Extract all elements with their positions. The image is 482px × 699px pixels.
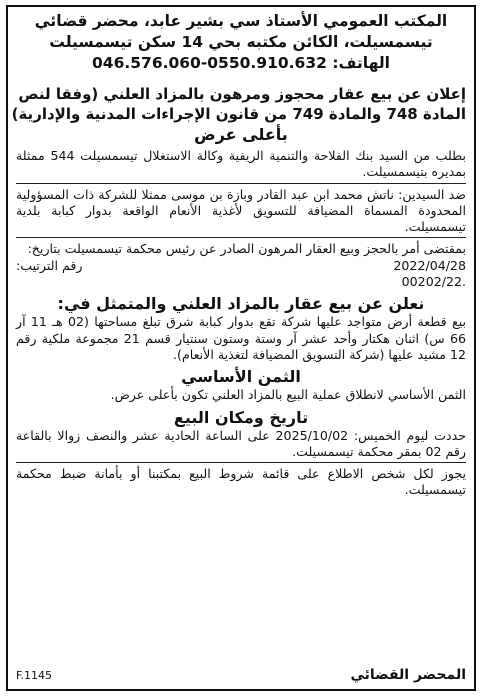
price-paragraph: الثمن الأساسي لانطلاق عملية البيع بالمزاد العلني تكون بأعلى عرض. xyxy=(110,387,466,403)
petitioner-paragraph: بطلب من السيد بنك الفلاحة والتنمية الريفية وكالة الاستغلال تيسمسيلت 544 ممثلة بمديره بتيسمسيلت. xyxy=(16,148,466,180)
notice-frame xyxy=(6,5,476,691)
sale-paragraph: بيع قطعة أرض متواجد عليها شركة تقع بدوار كبابة شرق تبلغ مساحتها (02 هـ 11 آر 66 س) اثنان هكتار وأحد عشر آر وستة وستون سنتيار قسم 21 مجموعة ملكية رقم 12 مشيد عليها (شركة التسويق المضيافة لتغذية الأنعام). xyxy=(16,314,466,362)
notice-title-line2: المادة 748 والمادة 749 من قانون الإجراءات المدنية والإدارية) xyxy=(11,105,466,123)
notice-title-line1: إعلان عن بيع عقار محجوز ومرهون بالمزاد العلني (وفقا لنص xyxy=(18,85,466,103)
order-number-label: رقم الترتيب: xyxy=(16,257,83,273)
bailiff-signature: المحضر القضائي xyxy=(350,667,466,683)
order-paragraph xyxy=(16,241,466,257)
phone-label: الهاتف: xyxy=(332,54,390,72)
divider xyxy=(16,462,466,463)
office-address: تيسمسيلت، الكائن مكتبه بحي 14 سكن تيسمسيلت xyxy=(49,33,433,51)
notice-footer xyxy=(16,667,466,683)
notice-title-line3: بأعلى عرض xyxy=(194,125,288,144)
datetime-paragraph: حددت ليوم الخميس: 2025/10/02 على الساعة الحادية عشر والنصف زوالا بالقاعة رقم 02 بمقر محكمة تيسمسيلت. xyxy=(16,427,466,459)
order-text: بمقتضى أمر بالحجز وبيع العقار المرهون الصادر عن رئيس محكمة تيسمسيلت بتاريخ: xyxy=(27,241,466,257)
datetime-heading: تاريخ ومكان البيع xyxy=(173,407,309,427)
divider xyxy=(16,237,466,238)
against-paragraph: ضد السيدين: ناتش محمد ابن عبد القادر وبازة بن موسى ممثلا للشركة ذات المسؤولية المحدودة المسماة المضيافة للتسويق لأغذية الأنعام الواقعة بدوار كبابة بلدية تيسمسيلت. xyxy=(16,186,466,235)
order-dateline xyxy=(16,258,466,274)
office-phone xyxy=(16,53,466,74)
divider xyxy=(16,183,466,184)
sale-heading: نعلن عن بيع عقار بالمزاد العلني والمتمثل في: xyxy=(57,294,425,314)
order-date: 2022/04/28 xyxy=(393,257,466,273)
office-name: المكتب العمومي الأستاذ سي بشير عابد، محضر قضائي xyxy=(34,12,448,30)
order-number: 00202/22. xyxy=(401,274,466,290)
conditions-paragraph: يجوز لكل شخص الاطلاع على قائمة شروط البيع بمكتبنا أو بأمانة ضبط محكمة تيسمسيلت. xyxy=(16,466,466,498)
reference-code: F.1145 xyxy=(16,668,53,682)
price-heading: الثمن الأساسي xyxy=(181,367,301,387)
phone-numbers: 046.576.060-0550.910.632 xyxy=(92,54,327,72)
